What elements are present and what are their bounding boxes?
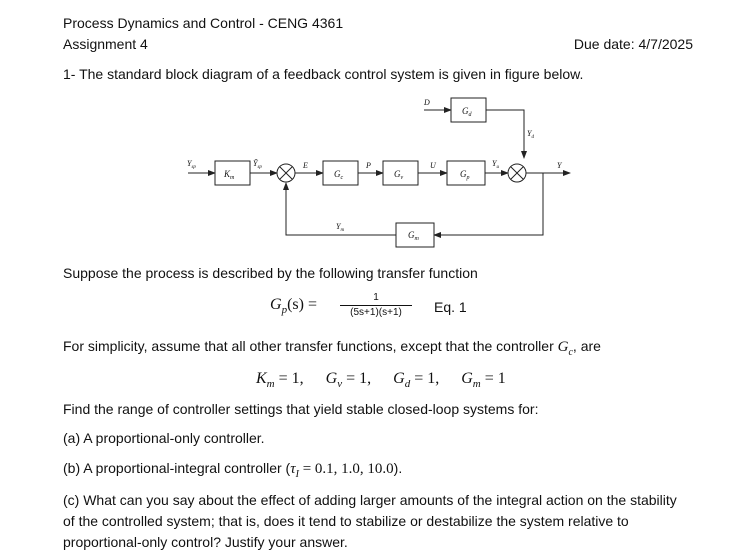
label-gc: $G_c$ [334, 169, 344, 181]
signal-ym: $Y_m$ [336, 222, 345, 233]
signal-yu: $Y_u$ [492, 159, 499, 170]
tf-numerator: 1 [373, 292, 379, 303]
block-gv [383, 161, 418, 185]
assumption-gm: $G_m = 1$ [461, 370, 506, 391]
signal-ysp: $Y_{sp}$ [187, 159, 196, 170]
assumption-gv: $G_v = 1$, [325, 370, 372, 391]
summing-junction-error [277, 164, 295, 182]
eq-label: Eq. 1 [434, 299, 467, 315]
assumption-gd: $G_d = 1$, [393, 370, 440, 391]
label-gp: $G_p$ [460, 169, 470, 181]
course-title: Process Dynamics and Control - CENG 4361 [63, 15, 344, 31]
summing-junction-output [508, 164, 526, 182]
suppose-text: Suppose the process is described by the following transfer function [63, 265, 478, 281]
assignment-title: Assignment 4 [63, 36, 148, 52]
signal-u: U [430, 161, 436, 170]
label-gm: $G_m$ [408, 230, 419, 242]
block-diagram [0, 92, 739, 252]
label-km: $K_m$ [224, 169, 235, 181]
due-date: Due date: 4/7/2025 [573, 36, 693, 52]
signal-e: E [303, 161, 308, 170]
part-c: (c) What can you say about the effect of adding larger amounts of the integral action on the stability of the controlled system; that is, does it tend to stabilize or destabilize the system relative to proportional-only control? Justify your answer. [63, 492, 677, 550]
find-text: Find the range of controller settings that yield stable closed-loop systems for: [63, 401, 539, 417]
signal-y: Y [557, 161, 562, 170]
block-gc [323, 161, 358, 185]
tf-fraction [340, 292, 412, 319]
label-gd: $G_d$ [462, 106, 472, 118]
question-intro: 1- The standard block diagram of a feedback control system is given in figure below. [63, 66, 584, 82]
block-gd [451, 98, 486, 122]
assumptions-line [256, 370, 506, 390]
signal-d: D [424, 98, 430, 107]
block-gm [396, 223, 434, 247]
assumption-km: $K_m = 1$, [256, 370, 304, 391]
part-a: (a) A proportional-only controller. [63, 430, 265, 446]
simplicity-text: For simplicity, assume that all other transfer functions, except that the controller $G_c$, are [63, 338, 601, 358]
signal-p: P [366, 161, 371, 170]
signal-yd: $Y_d$ [527, 129, 534, 140]
part-b: (b) A proportional-integral controller ($\tau_I = 0.1$, 1.0, 10.0). [63, 460, 403, 480]
tf-lhs: $G_p(s)$ = [270, 296, 317, 317]
signal-ysp-tilde: Ỹ$_{sp}$ [253, 159, 262, 170]
tf-denominator: (5s+1)(s+1) [350, 307, 402, 318]
block-km [215, 161, 250, 185]
label-gv: $G_v$ [394, 169, 404, 181]
